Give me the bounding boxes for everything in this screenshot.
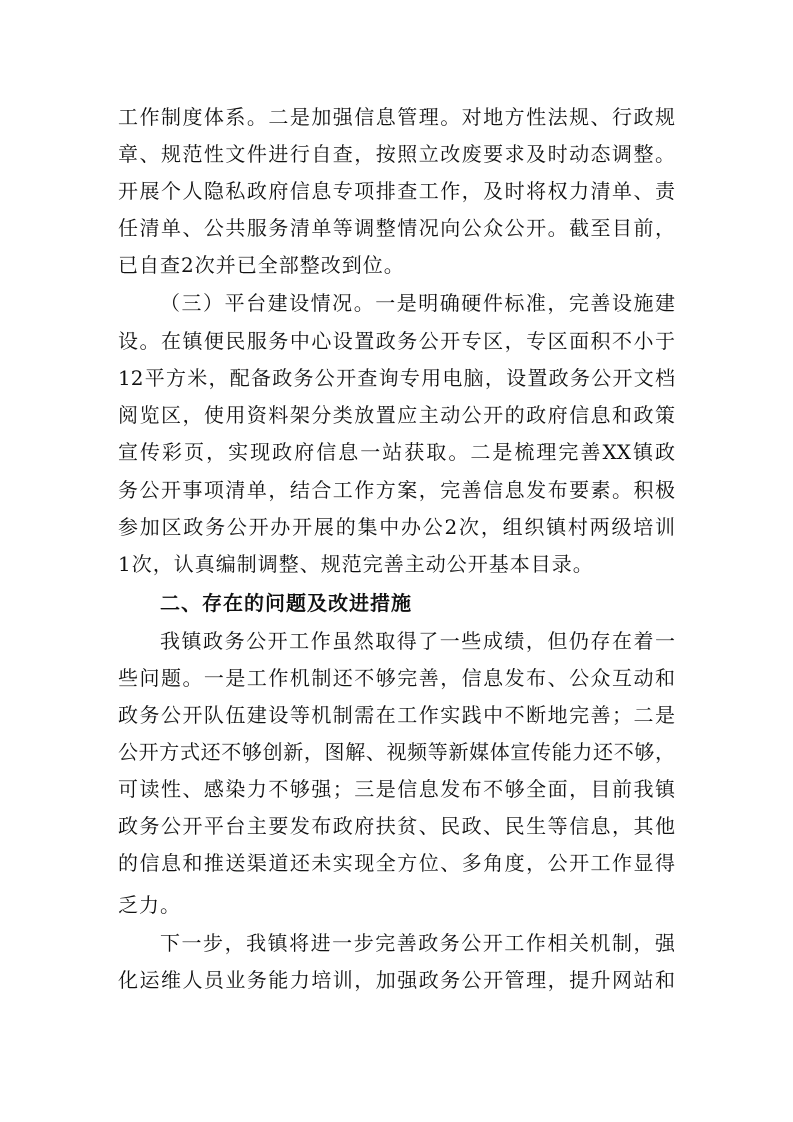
text-line: 阅览区，使用资料架分类放置应主动公开的政府信息和政策 [118,403,675,427]
text-line: 12平方米，配备政务公开查询专用电脑，设置政务公开文档 [118,366,675,390]
text-line: 些问题。一是工作机制还不够完善，信息发布、公众互动和 [118,666,675,690]
text-line: 宣传彩页，实现政府信息一站获取。二是梳理完善XX镇政 [118,440,675,464]
section-heading: 二、存在的问题及改进措施 [160,591,412,615]
text-line: 1次，认真编制调整、规范完善主动公开基本目录。 [118,552,594,576]
text-line: 我镇政务公开工作虽然取得了一些成绩，但仍存在着一 [160,629,675,653]
text-line: 可读性、感染力不够强；三是信息发布不够全面，目前我镇 [118,777,675,801]
text-line: 乏力。 [118,893,181,917]
text-line: 务公开事项清单，结合工作方案，完善信息发布要素。积极 [118,478,675,502]
text-line: 开展个人隐私政府信息专项排查工作，及时将权力清单、责 [118,179,675,203]
text-line: 政务公开队伍建设等机制需在工作实践中不断地完善；二是 [118,703,675,727]
text-line: 工作制度体系。二是加强信息管理。对地方性法规、行政规 [118,105,675,129]
text-line: 章、规范性文件进行自查，按照立改废要求及时动态调整。 [118,142,675,166]
text-line: 设。在镇便民服务中心设置政务公开专区，专区面积不小于 [118,329,675,353]
text-line: 的信息和推送渠道还未实现全方位、多角度，公开工作显得 [118,851,675,875]
text-line: 政务公开平台主要发布政府扶贫、民政、民生等信息，其他 [118,814,675,838]
text-line: 化运维人员业务能力培训，加强政务公开管理，提升网站和 [118,968,675,992]
text-line: 已自查2次并已全部整改到位。 [118,253,405,277]
text-line: 参加区政务公开办开展的集中办公2次，组织镇村两级培训 [118,515,675,539]
text-line: 任清单、公共服务清单等调整情况向公众公开。截至目前， [118,216,675,240]
text-line: 下一步，我镇将进一步完善政务公开工作相关机制，强 [160,931,675,955]
text-line: （三）平台建设情况。一是明确硬件标准，完善设施建 [160,291,675,315]
text-line: 公开方式还不够创新，图解、视频等新媒体宣传能力还不够， [118,740,675,764]
